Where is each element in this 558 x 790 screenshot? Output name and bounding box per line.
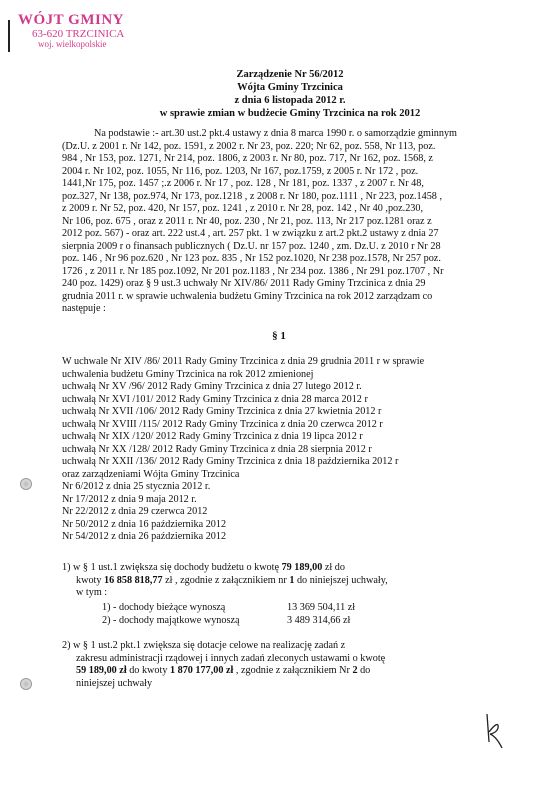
amendment-line: uchwałą Nr XIX /120/ 2012 Rady Gminy Trzcinica z dnia 19 lipca 2012 r (62, 431, 363, 442)
item-1-text: 1) w § 1 ust.1 zwiększa się dochody budżetu o kwotę (62, 562, 282, 573)
handwritten-initial (483, 712, 505, 752)
item-2-text: do (357, 665, 371, 676)
item-2-line: 2) w § 1 ust.2 pkt.1 zwiększa się dotacje celowe na realizację zadań z (62, 640, 346, 651)
margin-mark (8, 20, 10, 52)
item-2-text: , zgodnie z załącznikiem Nr (233, 665, 353, 676)
item-1-text: do niniejszej uchwały, (294, 574, 388, 586)
preamble-line: (Dz.U. z 2001 r. Nr 142, poz. 1591, z 2002 r. Nr 23, poz. 220; Nr 62, poz. 558, Nr 113, poz. (62, 140, 436, 152)
stamp-line-1: WÓJT GMINY (18, 12, 124, 28)
preamble-line: Nr 106, poz. 675 , oraz z 2011 r. Nr 40, poz. 230 , Nr 21, poz. 113, Nr 217 poz.1281 oraz z (62, 215, 432, 227)
item-2-text: do kwoty (126, 665, 170, 676)
preamble-line: 240 poz. 1429) oraz § 9 ust.3 uchwały Nr XIV/86/ 2011 Rady Gminy Trzcinica z dnia 29 (62, 278, 426, 289)
item-1-annex: 1 (289, 574, 295, 586)
item-2-annex: 2 (352, 665, 358, 676)
item-1-line: w tym : (76, 587, 108, 598)
income-row-value: 13 369 504,11 zł (287, 602, 356, 613)
document-date: z dnia 6 listopada 2012 r. (234, 95, 346, 106)
preamble-line: sierpnia 2009 r o finansach publicznych ( Dz.U. nr 157 poz. 1240 , zm. Dz.U. z 2010 r Nr 28 (62, 240, 441, 252)
item-1-text: zł , zgodnie z załącznikiem nr (162, 574, 290, 586)
preamble-line: grudnia 2011 r. w sprawie uchwalenia budżetu Gminy Trzcinica na rok 2012 zarządzam co (62, 290, 433, 302)
preamble-line: poz. 146 , Nr 96 poz.620 , Nr 123 poz. 835 , Nr 152 poz.1020, Nr 238 poz.1578, Nr 257 poz. (62, 253, 441, 264)
amendment-line: uchwałą Nr XXII /136/ 2012 Rady Gminy Trzcinica z dnia 18 października 2012 r (62, 456, 399, 467)
amendment-line: W uchwale Nr XIV /86/ 2011 Rady Gminy Trzcinica z dnia 29 grudnia 2011 r w sprawie (62, 356, 425, 367)
document-subject: w sprawie zmian w budżecie Gminy Trzcinica na rok 2012 (159, 108, 421, 119)
income-row-label: 2) - dochody majątkowe wynoszą (102, 615, 240, 626)
item-1-line (62, 562, 492, 575)
amendment-line: Nr 54/2012 z dnia 26 października 2012 (62, 531, 227, 542)
document-title: Zarządzenie Nr 56/2012 (236, 69, 344, 80)
punch-hole (20, 678, 32, 690)
amendment-line: uchwałą Nr XVI /101/ 2012 Rady Gminy Trzcinica z dnia 28 marca 2012 r (62, 393, 368, 405)
amendment-line: oraz zarządzeniami Wójta Gminy Trzcinica (62, 468, 240, 480)
preamble-line: 2012 poz. 567) - oraz art. 222 ust.4 , art. 257 pkt. 1 w związku z art.2 pkt.2 ustawy z dnia 27 (62, 228, 439, 239)
item-1-amount: 79 189,00 (281, 562, 323, 573)
amendment-line: Nr 6/2012 z dnia 25 stycznia 2012 r. (62, 481, 211, 492)
amendment-line: uchwałą Nr XV /96/ 2012 Rady Gminy Trzcinica z dnia 27 lutego 2012 r. (62, 381, 362, 392)
preamble-line: 2004 r. Nr 102, poz. 1055, Nr 116, poz. 1203, Nr 167, poz.1759, z 2005 r. Nr 172 , poz. (62, 165, 419, 177)
item-1-text: zł do (322, 562, 345, 573)
preamble-line: z 2009 r. Nr 52, poz. 420, Nr 157, poz. 1241 , z 2010 r. Nr 28, poz. 142 , Nr 40 ,poz.230, (62, 203, 424, 214)
preamble-line: Na podstawie :- art.30 ust.2 pkt.4 ustawy z dnia 8 marca 1990 r. o samorządzie gminnym (94, 128, 457, 139)
preamble (62, 128, 492, 316)
preamble-line: poz.327, Nr 138, poz.974, Nr 173, poz.1218 , z 2008 r. Nr 180, poz.1111 , Nr 223, poz.1458 , (62, 190, 442, 202)
item-2-total: 1 870 177,00 zł (169, 665, 234, 676)
item-2-amount: 59 189,00 zł (76, 665, 127, 676)
item-2-line: niniejszej uchwały (76, 677, 153, 689)
preamble-line: 984 , Nr 153, poz. 1271, Nr 214, poz. 1806, z 2003 r. Nr 80, poz. 717, Nr 162, poz. 1568, z (62, 153, 433, 164)
stamp-line-2: 63-620 TRZCINICA (32, 28, 125, 40)
preamble-line: następuje : (62, 303, 106, 314)
item-2-line (62, 665, 492, 678)
amendment-line: uchwalenia budżetu Gminy Trzcinica na rok 2012 zmienionej (62, 368, 314, 380)
amendment-line: Nr 17/2012 z dnia 9 maja 2012 r. (62, 493, 197, 505)
item-1-text: kwoty (76, 574, 105, 586)
item-1 (62, 562, 492, 600)
preamble-line: 1726 , z 2011 r. Nr 185 poz.1092, Nr 201 poz.1183 , Nr 234 poz. 1386 , Nr 291 poz.1707 , Nr (62, 265, 444, 277)
amendment-line: Nr 22/2012 z dnia 29 czerwca 2012 (62, 506, 208, 517)
item-1-total: 16 858 818,77 (104, 574, 163, 586)
amendment-line: Nr 50/2012 z dnia 16 października 2012 (62, 518, 227, 530)
income-row-value: 3 489 314,66 zł (287, 615, 351, 626)
stamp-line-3: woj. wielkopolskie (38, 39, 107, 49)
item-1-line (62, 575, 492, 588)
preamble-line: 1441,Nr 175, poz. 1457 ;.z 2006 r. Nr 17 , poz. 128 , Nr 181, poz. 1337 , z 2007 r. Nr 48, (62, 178, 424, 189)
section-heading: § 1 (272, 330, 286, 342)
amendment-line: uchwałą Nr XVII /106/ 2012 Rady Gminy Trzcinica z dnia 27 kwietnia 2012 r (62, 406, 382, 417)
amendment-line: uchwałą Nr XVIII /115/ 2012 Rady Gminy Trzcinica z dnia 20 czerwca 2012 r (62, 418, 383, 430)
income-row-label: 1) - dochody bieżące wynoszą (102, 602, 226, 613)
document-issuer: Wójta Gminy Trzcinica (237, 82, 343, 93)
item-2-line: zakresu administracji rządowej i innych zadań zleconych ustawami o kwotę (76, 652, 386, 664)
amendment-list (62, 356, 492, 544)
item-2 (62, 640, 492, 690)
official-stamp (18, 12, 124, 49)
amendment-line: uchwałą Nr XX /128/ 2012 Rady Gminy Trzcinica z dnia 28 sierpnia 2012 r (62, 443, 372, 455)
punch-hole (20, 478, 32, 490)
